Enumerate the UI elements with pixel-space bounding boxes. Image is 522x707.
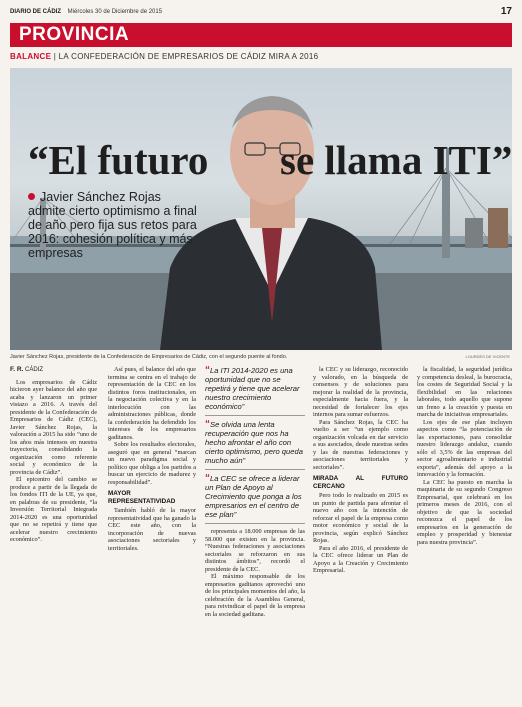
paragraph: Para Sánchez Rojas, la CEC ha vuelto a ser “un ejemplo como organización volcada en dar servicio a sus asociados, desde nuestras sedes y las de nuestras federaciones y asociaciones territoriales y sectoriales”. (313, 418, 408, 471)
page-number: 17 (500, 6, 512, 17)
byline-author: F. R. (10, 366, 24, 373)
page-header (10, 6, 512, 21)
subheadline (28, 190, 198, 260)
paragraph: Así pues, el balance del año que termina se centra en el trabajo de representación de la CEC en los distintos foros institucionales, en la negociación colectiva y en la interlocución con las administraciones públicas, donde la confederación ha defendido los intereses de los empresarios gaditanos. (108, 366, 196, 441)
photo-caption: Javier Sánchez Rojas, presidente de la Confederación de Empresarios de Cádiz, con el segundo puente al fondo. (10, 354, 288, 360)
article-column-3 (205, 366, 305, 618)
article-column-4 (313, 366, 408, 575)
paragraph: Los empresarios de Cádiz hicieron ayer balance del año que acaba y lanzaron un primer vistazo a 2016. A través del presidente de la Confederación de Empresarios de Cádiz (CEC), Javier Sánchez Rojas, la valoración a 2015 ha sido “uno de los años más intensos en nuestra trayectoria, consolidando la organización como referente social y económico de la provincia de Cádiz”. (10, 378, 97, 476)
byline (10, 366, 97, 375)
kicker-label: BALANCE (10, 52, 52, 61)
quote-mark-icon: “ (205, 419, 210, 430)
paragraph: El máximo responsable de los empresarios gaditanos aprovechó uno de los principales momentos del año, la celebración de la Asamblea General, para reivindicar el papel de la empresa en la sociedad gaditana. (205, 573, 305, 618)
kicker: BALANCE | LA CONFEDERACIÓN DE EMPRESARIOS DE CÁDIZ MIRA A 2016 (10, 52, 319, 61)
paragraph: Pero todo lo realizado en 2015 es un punto de partida para afrontar el nuevo año con la intención de reforzar el papel de la empresa como motor económico y social de la provincia, según explicó Sánchez Rojas. (313, 492, 408, 544)
paragraph: La CEC ha puesto en marcha la maquinaria de su segundo Congreso Empresarial, que celebrará en los primeros meses de 2016, con el objetivo de que la sociedad reconozca el papel de los empresarios en la generación de empleo y prosperidad y bienestar para nuestra provincia”. (417, 478, 512, 546)
paragraph: Para el año 2016, el presidente de la CEC ofrece liderar un Plan de Apoyo a la Creación y Crecimiento Empresarial. (313, 544, 408, 574)
article-column-1 (10, 366, 97, 544)
subheadline-text: Javier Sánchez Rojas admite cierto optimismo a final de año pero fija sus retos para 2016: cohesión política y más empresas (28, 190, 197, 260)
headline (28, 137, 513, 183)
pull-quote-2: “Se olvida una lenta recuperación que nos ha hecho afrontar el año con cierto optimismo, pero queda mucho aún” (205, 420, 305, 470)
kicker-text: LA CONFEDERACIÓN DE EMPRESARIOS DE CÁDIZ MIRA A 2016 (58, 52, 319, 61)
subhead-representatividad: MAYOR REPRESENTATIVIDAD (108, 490, 176, 505)
quote-mark-icon: “ (205, 365, 210, 376)
headline-part-2: se llama ITI” (280, 137, 513, 183)
pull-quote-1: “La ITI 2014-2020 es una oportunidad que no se repetirá y tiene que acelerar nuestro crecimiento económico” (205, 366, 305, 416)
paragraph: representa a 18.000 empresas de las 58.000 que existen en la provincia. “Nuestras federaciones y asociaciones sectoriales se reforzaron en sus distintos ámbitos”, recordó el presidente de la CEC. (205, 528, 305, 573)
issue-date: Miércoles 30 de Diciembre de 2015 (67, 9, 163, 15)
paragraph: la fiscalidad, la seguridad jurídica y competencia desleal, la burocracia, los costes de Seguridad Social y la flexibilidad en las relaciones laborales, todo aquello que supone un freno a la creación y puesta en marcha de iniciativas empresariales. (417, 366, 512, 418)
publication-name: DIARIO DE CÁDIZ (10, 9, 61, 15)
byline-place: CÁDIZ (25, 367, 44, 373)
headline-part-1: “El futuro (28, 137, 209, 183)
pull-quote-3: “La CEC se ofrece a liderar un Plan de Apoyo al Crecimiento que ponga a los empresarios en el centro de ese plan” (205, 474, 305, 524)
quote-mark-icon: “ (205, 473, 210, 484)
paragraph: la CEC y su liderazgo, reconocido y valorado, en la búsqueda de consensos y de soluciones para mejorar la realidad de la provincia, especialmente hacia fuera, y la necesidad de fortalecer los ejes internos para sumar esfuerzos. (313, 366, 408, 418)
article-column-5 (417, 366, 512, 546)
paragraph: Los ejes de ese plan incluyen aspectos como “la potenciación de las exportaciones, para consolidar nuestro liderazgo andaluz, cuando sólo el 3,5% de las empresas del sector agroalimentario e industrial exporta”, además del apoyo a la innovación y la formación. (417, 418, 512, 478)
subhead-futuro: MIRADA AL FUTURO CERCANO (313, 475, 408, 490)
paragraph: El epicentro del cambio se produce a partir de la llegada de los fondos ITI de la UE, ya que, en palabras de su presidente, “la Inversión Territorial Integrada 2014-2020 es una oportunidad que no se repetirá y tiene que acelerar nuestro crecimiento económico”. (10, 476, 97, 543)
bullet-dot-icon (28, 193, 35, 200)
paragraph: También habló de la mayor representatividad que ha ganado la CEC este año, con la incorporación de nuevas asociaciones sectoriales y territoriales. (108, 507, 196, 552)
photo-credit: LOURDES DE VICENTE (465, 354, 510, 359)
paragraph: Sobre los resultados electorales, aseguró que en general “marcan un nuevo paradigma social y político que obliga a los partidos a buscar un ejercicio de madurez y responsabilidad”. (108, 441, 196, 486)
section-banner (10, 23, 512, 47)
section-title: PROVINCIA (19, 24, 130, 45)
article-column-2 (108, 366, 196, 552)
